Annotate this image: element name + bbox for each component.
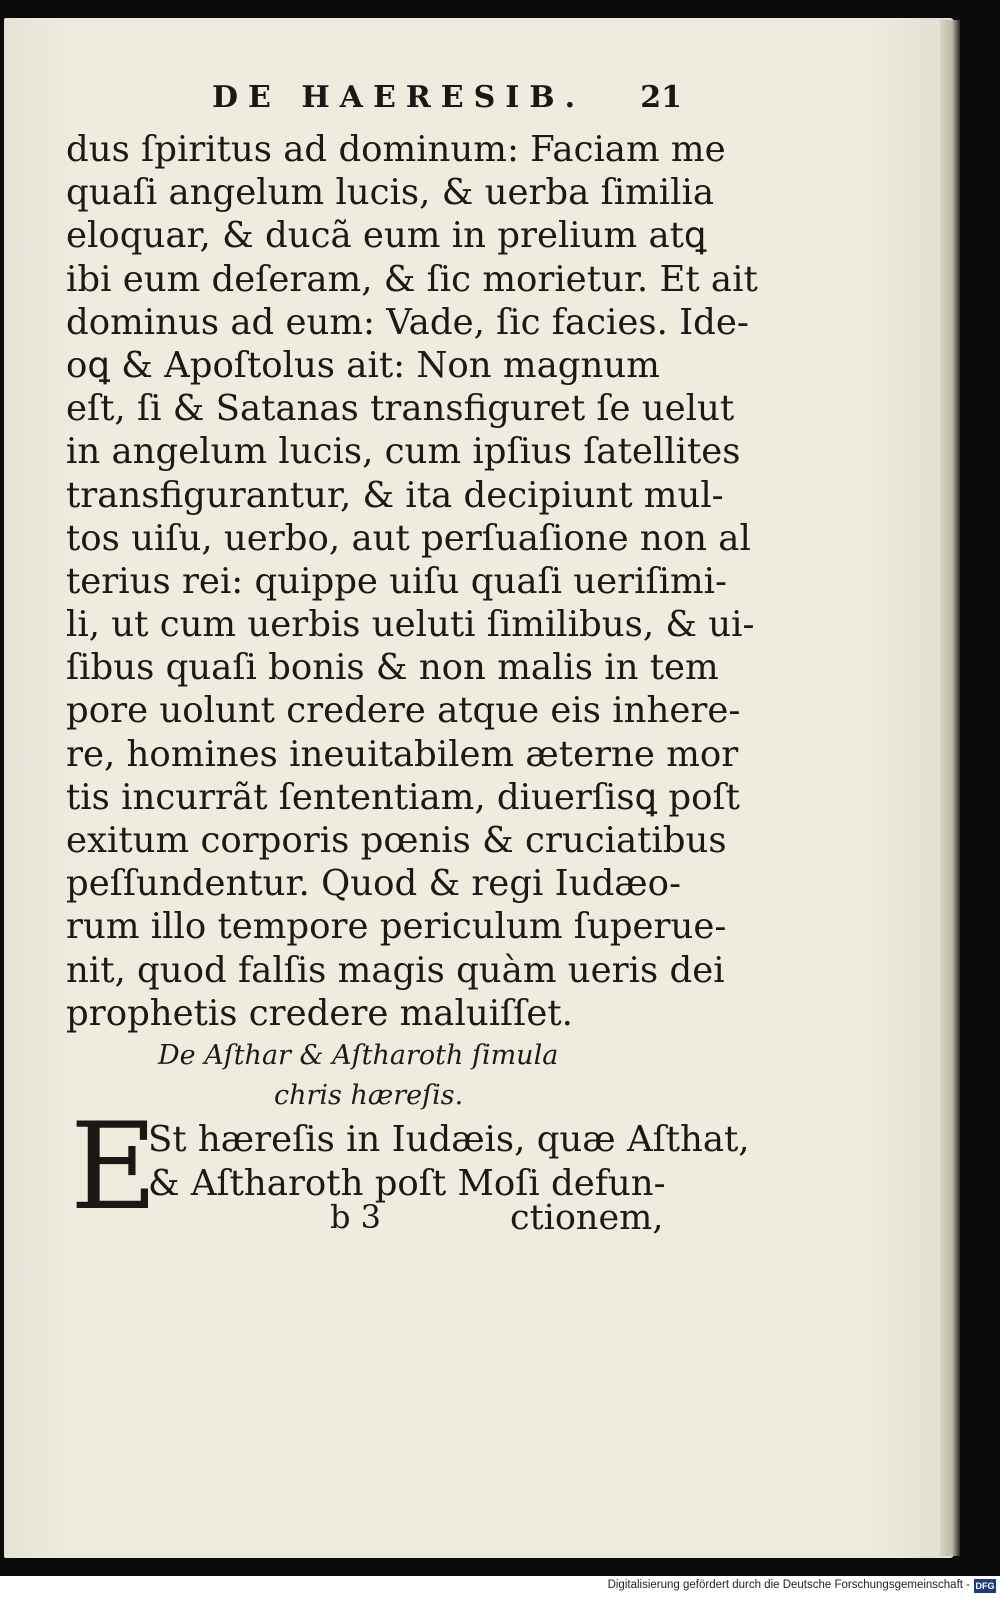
catchword: ctionem, <box>510 1198 664 1238</box>
section-heading-line1: De Aſthar & Aſtharoth ſimula <box>158 1040 559 1071</box>
text-line: dominus ad eum: Vade, ſic facies. Ide- <box>66 301 749 343</box>
text-line: quaſi angelum lucis, & uerba ſimilia <box>66 172 714 214</box>
text-line: nit, quod falſis magis quàm ueris dei <box>66 949 725 991</box>
text-line: exitum corporis pœnis & cruciatibus <box>66 820 727 861</box>
text-line: tis incurrãt ſententiam, diuerſisꝗ poſt <box>66 776 740 818</box>
text-line: dus ſpiritus ad dominum: Faciam me <box>66 129 726 170</box>
page-edge <box>940 20 960 1556</box>
text-line: eſt, ſi & Satanas transfiguret ſe uelut <box>66 388 735 430</box>
page-header <box>212 80 682 120</box>
text-line: ibi eum deſeram, & ſic morietur. Et ait <box>66 258 758 300</box>
text-line: in angelum lucis, cum ipſius ſatellites <box>66 431 741 473</box>
text-line: li, ut cum uerbis ueluti ſimilibus, & ui- <box>66 604 755 646</box>
section-heading-line2: chris hæreſis. <box>274 1080 464 1111</box>
text-line: pore uolunt credere atque eis inhere- <box>66 690 741 732</box>
drop-initial: E <box>70 1098 158 1237</box>
folio-number: 21 <box>640 80 682 115</box>
text-line: prophetis credere maluiſſet. <box>66 992 573 1034</box>
text-line: transfigurantur, & ita decipiunt mul- <box>66 474 724 516</box>
text-line: rum illo tempore periculum ſuperue- <box>66 906 727 948</box>
main-text-block <box>66 128 758 1035</box>
text-line: St hæreſis in Iudæis, quæ Aſthat, <box>148 1119 750 1160</box>
text-line: & Aſtharoth poſt Moſi defun- <box>148 1163 666 1204</box>
running-title: DE HAERESIB. <box>212 80 586 115</box>
text-line: peſſundentur. Quod & regi Iudæo- <box>66 863 682 905</box>
second-paragraph <box>148 1118 750 1206</box>
text-line: terius rei: quippe uiſu quaſi ueriſimi- <box>66 560 727 602</box>
dfg-logo: DFG <box>975 1581 995 1591</box>
text-line: ſibus quaſi bonis & non malis in tem <box>66 647 719 689</box>
text-line: tos uiſu, uerbo, aut perſuaſione non al <box>66 517 751 559</box>
signature-mark: b 3 <box>330 1198 382 1236</box>
text-line: eloquar, & ducã eum in prelium atꝗ <box>66 215 707 257</box>
funding-notice: Digitalisierung gefördert durch die Deutsche Forschungsgemeinschaft - <box>607 1579 970 1591</box>
text-line: re, homines ineuitabilem æterne mor <box>66 733 739 775</box>
text-line: oꝗ & Apoſtolus ait: Non magnum <box>66 344 660 386</box>
